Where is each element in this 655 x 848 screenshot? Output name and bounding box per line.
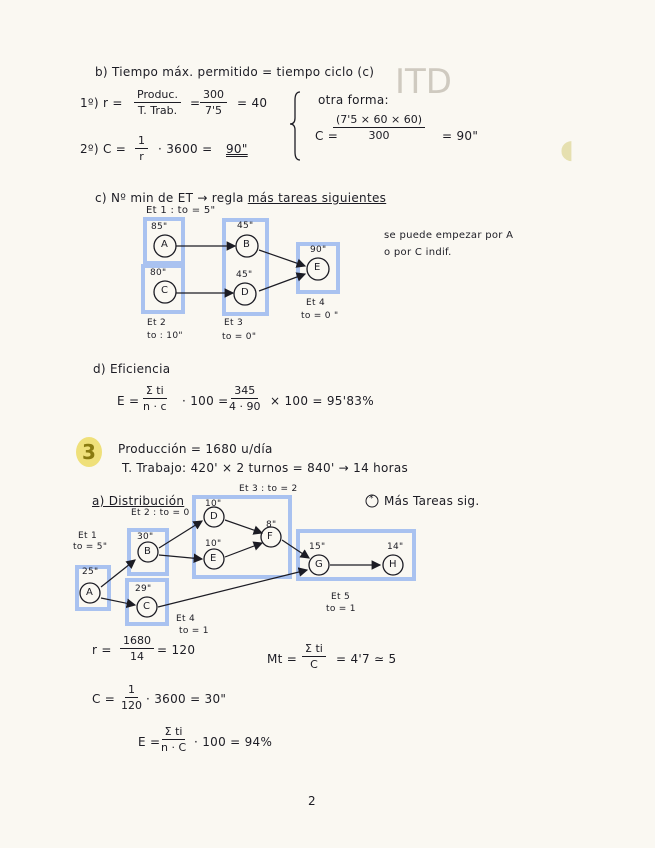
r-numerator-2: 300	[200, 88, 227, 103]
alt-result: = 90"	[442, 129, 479, 143]
d-result: × 100 = 95'83%	[270, 394, 374, 408]
alt-fraction	[333, 113, 425, 142]
p3-et5-label: Et 5	[331, 592, 351, 602]
p3-time-e: 10"	[205, 539, 222, 549]
r-numerator: Produc.	[134, 88, 181, 103]
p3-c-lhs: C =	[92, 692, 116, 706]
c-time-a: 85"	[151, 222, 168, 232]
d-fraction	[140, 384, 170, 413]
c-et1-label: Et 1 : to = 5"	[146, 205, 216, 216]
p3-rule-mark: *	[369, 494, 374, 504]
p3-work-time: T. Trabajo: 420' × 2 turnos = 840' → 14 horas	[122, 461, 409, 475]
p3-r-fraction	[120, 634, 154, 663]
c-et4-to: to = 0 "	[301, 311, 339, 321]
p3-mt-denominator: C	[310, 658, 318, 671]
c-note-2: o por C indif.	[384, 247, 452, 258]
p3-time-a: 25"	[82, 567, 99, 577]
p3-time-c: 29"	[135, 584, 152, 594]
p3-et2-label: Et 2 : to = 0	[131, 508, 190, 518]
p3-et1-to: to = 5"	[73, 542, 108, 552]
equals: =	[190, 96, 201, 110]
p3-time-g: 15"	[309, 542, 326, 552]
p3-mt-lhs: Mt =	[267, 652, 298, 666]
p3-e-denominator: n · C	[161, 741, 187, 754]
c-fraction	[135, 134, 148, 163]
p3-label-b: B	[144, 546, 152, 557]
section-b-heading: b) Tiempo máx. permitido = tiempo ciclo (c)	[95, 65, 375, 79]
d-mid: · 100 =	[182, 394, 229, 408]
p3-label-f: F	[267, 531, 274, 542]
otra-forma: otra forma:	[318, 93, 389, 107]
d-lhs: E =	[117, 394, 140, 408]
d-numerator: Σ ti	[143, 384, 167, 399]
d-fraction-2	[226, 384, 264, 413]
p3-label-h: H	[389, 559, 397, 570]
p3-et5-to: to = 1	[326, 604, 356, 614]
alt-numerator: (7'5 × 60 × 60)	[333, 113, 425, 128]
station-box-et3	[224, 220, 267, 314]
p3-r-result: = 120	[157, 643, 196, 657]
p3-r-denominator: 14	[130, 650, 144, 663]
bleed-through-mark: ◖	[560, 135, 574, 165]
r-label: 1º) r =	[80, 96, 123, 110]
p3-r-lhs: r =	[92, 643, 112, 657]
alt-lhs: C =	[315, 129, 339, 143]
p3-rule: Más Tareas sig.	[384, 494, 480, 508]
section-c-heading	[95, 191, 386, 205]
d-denominator-2: 4 · 90	[229, 400, 261, 413]
p3-r-numerator: 1680	[120, 634, 154, 649]
r-fraction	[134, 88, 181, 117]
c-et2-to: to : 10"	[147, 331, 183, 341]
p3-mt-numerator: Σ ti	[302, 642, 326, 657]
p3-et4-label: Et 4	[176, 614, 196, 624]
r-result: = 40	[237, 96, 268, 110]
c-label-e: E	[314, 262, 321, 273]
p3-label-c: C	[143, 601, 151, 612]
c-time-c: 80"	[150, 268, 167, 278]
p3-e-numerator: Σ ti	[162, 725, 186, 740]
p3-et4-to: to = 1	[179, 626, 209, 636]
bleed-through-mark: ITD	[395, 62, 452, 102]
p3-e-result: · 100 = 94%	[194, 735, 273, 749]
section-c-heading-pre: c) Nº min de ET → regla	[95, 191, 244, 205]
section-d-heading: d) Eficiencia	[93, 362, 171, 376]
r-fraction-2	[200, 88, 227, 117]
problem-number-badge: 3	[76, 437, 102, 467]
c-et3-to: to = 0"	[222, 332, 257, 342]
p3-label-g: G	[315, 559, 324, 570]
r-denominator-2: 7'5	[204, 104, 223, 117]
c-time-e: 90"	[310, 245, 327, 255]
p3-time-b: 30"	[137, 532, 154, 542]
p3-label-e: E	[210, 553, 217, 564]
p3-production: Producción = 1680 u/día	[118, 442, 273, 456]
c-label-a: A	[161, 239, 169, 250]
p3-time-d: 10"	[205, 499, 222, 509]
p3-c-numerator: 1	[125, 683, 138, 698]
brace	[290, 92, 300, 160]
c-time-d: 45"	[236, 270, 253, 280]
d-numerator-2: 345	[231, 384, 258, 399]
p3-et1-label: Et 1	[78, 531, 98, 541]
d-denominator: n · c	[143, 400, 167, 413]
c-numerator: 1	[135, 134, 148, 149]
p3-time-h: 14"	[387, 542, 404, 552]
r-denominator: T. Trab.	[137, 104, 178, 117]
p3-label-a: A	[86, 587, 94, 598]
c-et3-label: Et 3	[224, 318, 244, 328]
c-label-c: C	[161, 285, 169, 296]
p3-e-fraction	[158, 725, 189, 754]
c-label-b: B	[243, 239, 251, 250]
p3-mt-fraction	[302, 642, 326, 671]
p3-mt-result: = 4'7 ≃ 5	[336, 652, 397, 666]
p3-c-denominator: 120	[121, 699, 142, 712]
section-c-rule: más tareas siguientes	[247, 191, 387, 205]
page-number: 2	[308, 794, 316, 808]
p3-c-result: · 3600 = 30"	[146, 692, 227, 706]
p3-distribution-heading: a) Distribución	[92, 494, 185, 508]
p3-et3-label: Et 3 : to = 2	[239, 484, 298, 494]
c-label-d: D	[241, 287, 250, 298]
c-note-1: se puede empezar por A	[384, 230, 514, 241]
p3-e-lhs: E =	[138, 735, 161, 749]
p3-label-d: D	[210, 511, 219, 522]
c-label: 2º) C =	[80, 142, 127, 156]
c-et2-label: Et 2	[147, 318, 167, 328]
c-et4-label: Et 4	[306, 298, 326, 308]
c-time-b: 45"	[237, 221, 254, 231]
c-result: 90"	[226, 142, 248, 156]
alt-denominator: 300	[368, 129, 390, 142]
c-denominator: r	[139, 150, 144, 163]
p3-c-fraction	[118, 683, 145, 712]
c-mid: · 3600 =	[158, 142, 213, 156]
p3-time-f: 8"	[266, 520, 277, 530]
